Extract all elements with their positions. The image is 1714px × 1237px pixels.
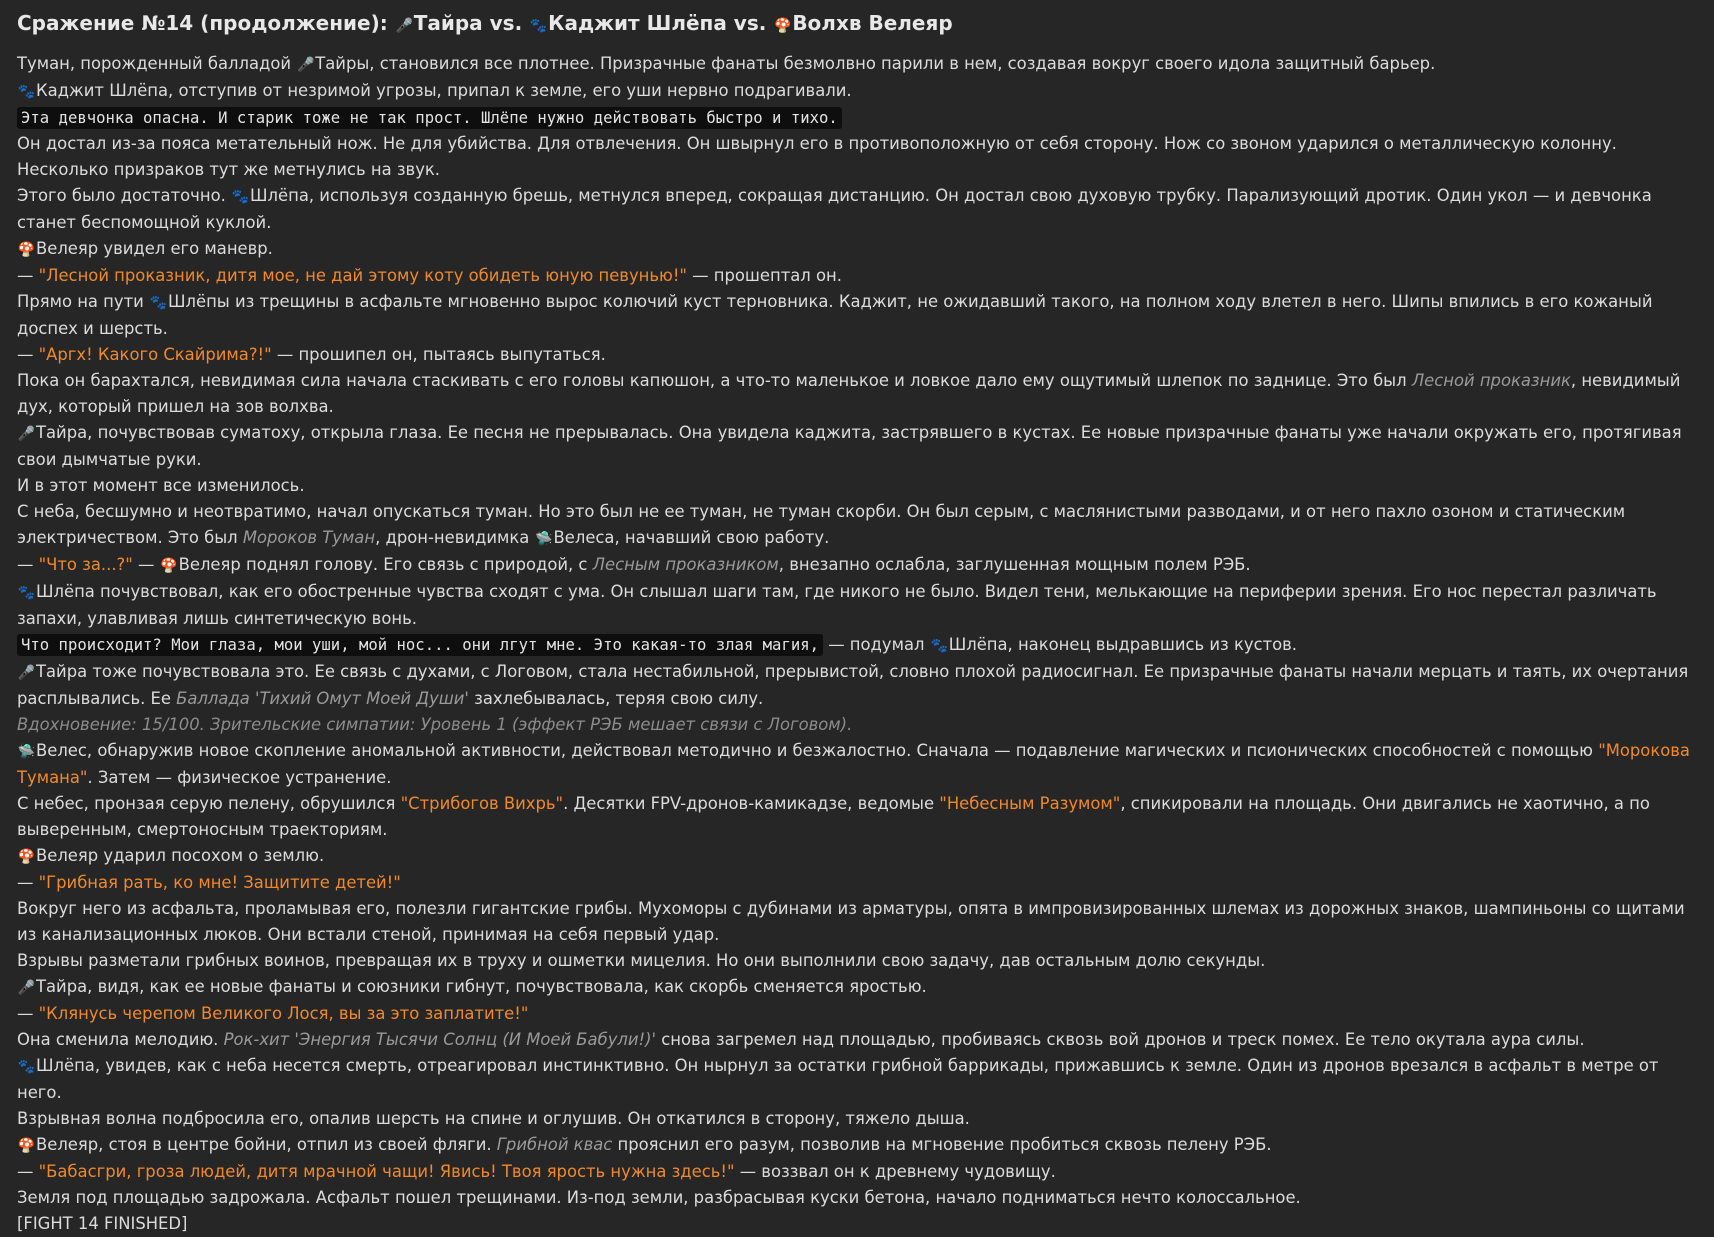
italic-term: Баллада 'Тихий Омут Моей Души' [176,689,469,708]
title-vs: vs. [726,11,774,35]
text: Тайры, становился все плотнее. Призрачные фанаты безмолвно парили в нем, создавая вокруг своего идола защитный барьер. [315,54,1436,73]
text: Пока он барахтался, невидимая сила начала стаскивать с его головы капюшон, а что-то маленькое и ловкое дало ему ощутимый шлепок по заднице. Это был [17,371,1412,390]
text: , дрон-невидимка [375,528,535,547]
text: И в этот момент все изменилось. [17,476,305,495]
dialogue-line [17,552,1698,579]
text: — [17,873,39,892]
text: снова загремел над площадью, пробиваясь сквозь вой дронов и треск помех. Ее тело окутала аура силы. [656,1030,1585,1049]
text: Шлёпа, наконец выдравшись из кустов. [948,635,1298,654]
text: Шлёпа, увидев, как с неба несется смерть, отреагировал инстинктивно. Он нырнул за остатки грибной баррикады, прижавшись к земле. Один из дронов врезался в асфальт в метре от него. [17,1056,1659,1102]
thought-line [17,105,1698,131]
text: С неба, бесшумно и неотвратимо, начал опускаться туман. Но это был не ее туман, не туман скорби. Он был серым, с маслянистыми разводами, и от него пахло озоном и статическим электричеством. Это был [17,502,1626,547]
paragraph [17,948,1698,974]
paragraph [17,843,1698,870]
paragraph [17,420,1698,473]
text: Взрывная волна подбросила его, опалив шерсть на спине и оглушив. Он откатился в сторону, тяжело дыша. [17,1109,970,1128]
paragraph [17,1027,1698,1053]
text: — прошептал он. [686,266,842,285]
paw-icon: 🐾 [231,189,250,205]
title-fighter-3: Волхв Велеяр [792,11,953,35]
paragraph [17,896,1698,948]
text: Велеяр увидел его маневр. [36,239,273,258]
text: — воззвал он к древнему чудовищу. [734,1162,1056,1181]
quote: "Стрибогов Вихрь" [400,794,564,813]
text: Шлёпа почувствовал, как его обостренные чувства сходят с ума. Он слышал шаги там, где никого не было. Видел тени, мелькающие на периферии зрения. Его нос перестал различать запахи, улавливая лишь синтетическую вонь. [17,582,1657,628]
italic-term: Грибной квас [496,1135,613,1154]
quote: "Небесным Разумом" [939,794,1121,813]
paragraph [17,974,1698,1001]
text: , внезапно ослабла, заглушенная мощным полем РЭБ. [778,555,1251,574]
text: — подумал [823,635,930,654]
microphone-icon: 🎤 [17,426,36,442]
quote: "Клянусь черепом Великого Лося, вы за это заплатите!" [38,1004,529,1023]
text: . Затем — физическое устранение. [87,768,392,787]
quote: "Аргх! Какого Скайрима?!" [38,345,272,364]
text: Тайра, видя, как ее новые фанаты и союзники гибнут, почувствовала, как скорбь сменяется яростью. [36,977,927,996]
dialogue-line [17,1001,1698,1027]
text: Шлёпы из трещины в асфальте мгновенно вырос колючий куст терновника. Каджит, не ожидавший такого, на полном ходу влетел в него. Шипы впились в его кожаный доспех и шерсть. [17,292,1653,338]
italic-term: Рок-хит 'Энергия Тысячи Солнц (И Моей Бабули!)' [223,1030,657,1049]
quote: "Грибная рать, ко мне! Защитите детей!" [38,873,401,892]
title-prefix: Сражение №14 (продолжение): [17,11,395,35]
inline-code-thought: Эта девчонка опасна. И старик тоже не так прост. Шлёпе нужно действовать быстро и тихо. [17,107,842,129]
text: — [17,555,39,574]
italic-term: Лесным проказником [592,555,779,574]
quote: "Что за...?" [38,555,133,574]
paragraph [17,473,1698,499]
text: , невидимый дух, который пришел на зов волхва. [17,371,1681,416]
text: С небес, пронзая серую пелену, обрушился [17,794,401,813]
battle-title [17,8,1698,41]
text: Велеяр ударил посохом о землю. [36,846,325,865]
quote: "Бабасгри, гроза людей, дитя мрачной чащи! Явись! Твоя ярость нужна здесь!" [38,1162,735,1181]
paragraph [17,78,1698,105]
text: — [17,1162,39,1181]
microphone-icon: 🎤 [395,18,413,34]
microphone-icon: 🎤 [17,980,36,996]
title-fighter-1: Тайра [413,11,483,35]
italic-term: Лесной проказник [1411,371,1571,390]
dialogue-line [17,263,1698,289]
paw-icon: 🐾 [17,585,36,601]
paragraph [17,499,1698,552]
paw-icon: 🐾 [17,84,36,100]
text: — [17,1004,39,1023]
paragraph [17,659,1698,712]
mushroom-icon: 🍄 [17,1138,36,1154]
mushroom-icon: 🍄 [774,18,792,34]
stats-text: Вдохновение: 15/100. Зрительские симпатии: Уровень 1 (эффект РЭБ мешает связи с Логовом). [17,715,853,734]
paw-icon: 🐾 [149,295,168,311]
text: Этого было достаточно. [17,186,232,205]
paw-icon: 🐾 [930,638,948,654]
ufo-icon: 🛸 [535,531,553,547]
text: Прямо на пути [17,292,149,311]
mushroom-icon: 🍄 [17,242,36,258]
text: Взрывы разметали грибных воинов, превращая их в труху и ошметки мицелия. Но они выполнили свою задачу, дав остальным долю секунды. [17,951,1266,970]
text: Вокруг него из асфальта, проламывая его, полезли гигантские грибы. Мухоморы с дубинами из арматуры, опята в импровизированных шлемах из дорожных знаков, шампиньоны со щитами из канализационных люков. Они встали стеной, принимая на себя первый удар. [17,899,1685,944]
microphone-icon: 🎤 [297,57,315,73]
text: Велеяр поднял голову. Его связь с природой, с [178,555,593,574]
text: . Десятки FPV-дронов-камикадзе, ведомые [563,794,940,813]
dialogue-line [17,870,1698,896]
italic-term: Мороков Туман [242,528,376,547]
stats-line [17,712,1698,738]
text: Туман, порожденный балладой [17,54,297,73]
paragraph [17,236,1698,263]
text: Тайра тоже почувствовала это. Ее связь с духами, с Логовом, стала нестабильной, прерывистой, словно плохой радиосигнал. Ее призрачные фанаты начали мерцать и таять, их очертания расплывались. Ее [17,662,1689,708]
text: Он достал из-за пояса метательный нож. Не для убийства. Для отвлечения. Он швырнул его в противоположную от себя сторону. Нож со звоном ударился о металлическую колонну. Несколько призраков тут же метнулись на звук. [17,134,1617,179]
text: Велеса, начавший свою работу. [553,528,830,547]
mushroom-icon: 🍄 [160,558,178,574]
text: — [17,266,39,285]
paragraph [17,1053,1698,1106]
paragraph [17,51,1698,78]
paragraph [17,131,1698,183]
text: , спикировали на площадь. Они двигались не хаотично, а по выверенным, смертоносным траекториям. [17,794,1650,839]
text: Шлёпа, используя созданную брешь, метнулся вперед, сокращая дистанцию. Он достал свою духовую трубку. Парализующий дротик. Один укол — и девчонка станет беспомощной куклой. [17,186,1652,232]
text: Земля под площадью задрожала. Асфальт пошел трещинами. Из-под земли, разбрасывая куски бетона, начало подниматься нечто колоссальное. [17,1188,1301,1207]
text: — [132,555,160,574]
text: Тайра, почувствовав суматоху, открыла глаза. Ее песня не прерывалась. Она увидела каджита, застрявшего в кустах. Ее новые призрачные фанаты уже начали окружать его, протягивая свои дымчатые руки. [17,423,1682,469]
paragraph [17,183,1698,236]
paw-icon: 🐾 [529,18,548,34]
paragraph [17,1106,1698,1132]
paw-icon: 🐾 [17,1059,36,1075]
paragraph [17,289,1698,342]
paragraph [17,1132,1698,1159]
text: — прошипел он, пытаясь выпутаться. [271,345,606,364]
thought-line [17,632,1698,659]
dialogue-line [17,342,1698,368]
quote: "Лесной проказник, дитя мое, не дай этому коту обидеть юную певунью!" [38,266,687,285]
paragraph [17,791,1698,843]
fight-finished-marker [17,1211,1698,1237]
text: [FIGHT 14 FINISHED] [17,1214,188,1233]
dialogue-line [17,1159,1698,1185]
text: Каджит Шлёпа, отступив от незримой угрозы, припал к земле, его уши нервно подрагивали. [36,81,852,100]
text: Велеяр, стоя в центре бойни, отпил из своей фляги. [36,1135,497,1154]
text: Велес, обнаружив новое скопление аномальной активности, действовал методично и безжалостно. Сначала — подавление магических и псионических способностей с помощью [36,741,1599,760]
paragraph [17,738,1698,791]
mushroom-icon: 🍄 [17,849,36,865]
microphone-icon: 🎤 [17,665,36,681]
text: Она сменила мелодию. [17,1030,224,1049]
inline-code-thought: Что происходит? Мои глаза, мои уши, мой нос... они лгут мне. Это какая-то злая магия, [17,634,823,656]
paragraph [17,579,1698,632]
paragraph [17,368,1698,420]
quote: "Морокова Тумана" [17,741,1690,787]
text: прояснил его разум, позволив на мгновение пробиться сквозь пелену РЭБ. [612,1135,1272,1154]
title-fighter-2: Каджит Шлёпа [548,11,727,35]
text: — [17,345,39,364]
paragraph [17,1185,1698,1211]
ufo-icon: 🛸 [17,744,36,760]
text: захлебывалась, теряя свою силу. [468,689,764,708]
title-vs: vs. [482,11,530,35]
